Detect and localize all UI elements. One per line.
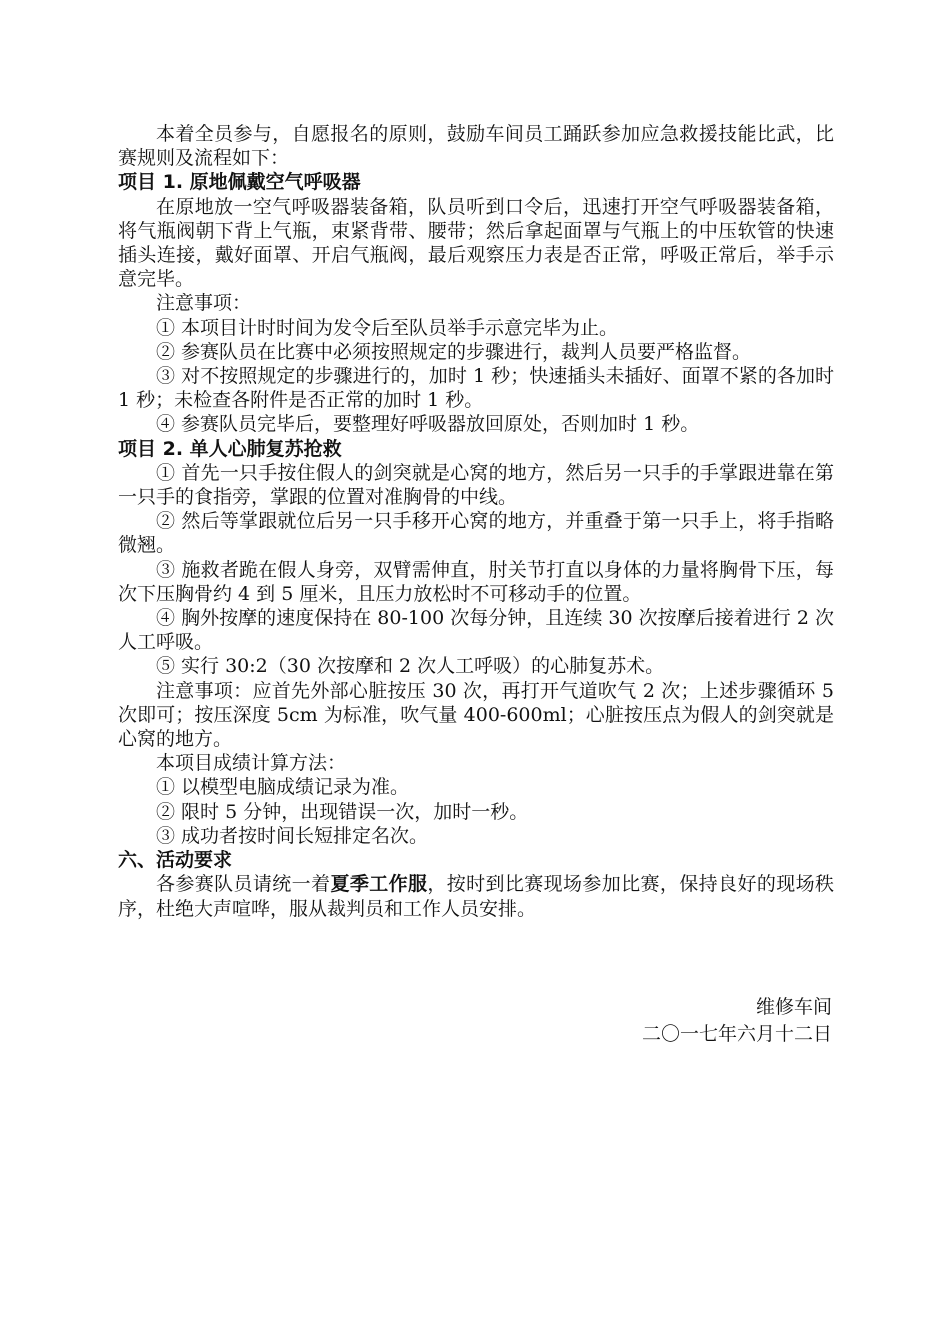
item2-scoring-rule: ② 限时 5 分钟，出现错误一次，加时一秒。 — [156, 800, 529, 823]
item2-scoring-title: 本项目成绩计算方法： — [156, 752, 347, 775]
item1-note: ④ 参赛队员完毕后，要整理好呼吸器放回原处，否则加时 1 秒。 — [156, 413, 700, 436]
item2-step: ⑤ 实行 30:2（30 次按摩和 2 次人工呼吸）的心肺复苏术。 — [156, 655, 665, 678]
item1-note: ② 参赛队员在比赛中必须按照规定的步骤进行，裁判人员要严格监督。 — [156, 340, 752, 363]
signature-block — [642, 994, 832, 1048]
item1-note: ③ 对不按照规定的步骤进行的，加时 1 秒；快速插头未插好、面罩不紧的各加时 1 秒；未检查各附件是否正常的加时 1 秒。 — [118, 365, 834, 412]
section6-paragraph — [118, 872, 834, 920]
section6-heading: 六、活动要求 — [118, 849, 233, 872]
item2-scoring-rule: ① 以模型电脑成绩记录为准。 — [156, 776, 410, 799]
item2-notes: 注意事项：应首先外部心脏按压 30 次，再打开气道吹气 2 次；上述步骤循环 5 次即可；按压深度 5cm 为标准，吹气量 400-600ml；心脏按压点为假人的剑突就是心窝的地方。 — [118, 679, 834, 751]
document-body — [118, 122, 834, 921]
item1-note: ① 本项目计时时间为发令后至队员举手示意完毕为止。 — [156, 316, 619, 339]
item2-step: ④ 胸外按摩的速度保持在 80-100 次每分钟，且连续 30 次按摩后接着进行 2 次人工呼吸。 — [118, 607, 834, 654]
item2-scoring-rule: ③ 成功者按时间长短排定名次。 — [156, 824, 429, 847]
item2-step: ② 然后等掌跟就位后另一只手移开心窝的地方，并重叠于第一只手上，将手指略微翘。 — [118, 510, 834, 557]
intro-paragraph: 本着全员参与，自愿报名的原则，鼓励车间员工踊跃参加应急救援技能比武，比赛规则及流程如下： — [118, 123, 834, 170]
item2-step: ① 首先一只手按住假人的剑突就是心窝的地方，然后另一只手的手掌跟进靠在第一只手的食指旁，掌跟的位置对准胸骨的中线。 — [118, 461, 834, 509]
section6-text-before: 各参赛队员请统一着 — [156, 873, 331, 896]
signature-date: 二〇一七年六月十二日 — [641, 1023, 832, 1045]
signature-org: 维修车间 — [755, 996, 832, 1018]
item1-description: 在原地放一空气呼吸器装备箱，队员听到口令后，迅速打开空气呼吸器装备箱，将气瓶阀朝下背上气瓶，束紧背带、腰带；然后拿起面罩与气瓶上的中压软管的快速插头连接，戴好面罩、开启气瓶阀，最后观察压力表是否正常，呼吸正常后，举手示意完毕。 — [118, 195, 834, 291]
item2-step: ③ 施救者跪在假人身旁，双臂需伸直，肘关节打直以身体的力量将胸骨下压，每次下压胸骨约 4 到 5 厘米，且压力放松时不可移动手的位置。 — [118, 558, 834, 605]
section6-text-bold: 夏季工作服 — [330, 873, 428, 896]
section6-text-after: ，按时到比赛现场参加比赛，保持良好的现场秩序，杜绝大声喧哗，服从裁判员和工作人员安排。 — [118, 873, 834, 920]
item1-heading: 项目 1. 原地佩戴空气呼吸器 — [118, 171, 361, 194]
item1-notes-title: 注意事项： — [156, 292, 252, 315]
item2-heading: 项目 2. 单人心肺复苏抢救 — [118, 437, 342, 460]
